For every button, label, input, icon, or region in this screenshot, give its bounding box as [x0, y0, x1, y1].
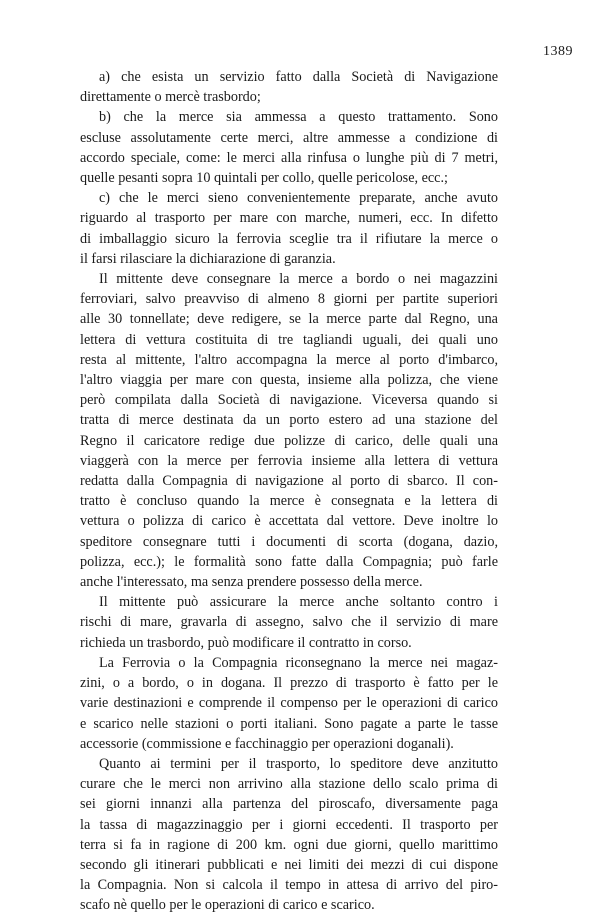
- text-line: rischi di mare, gravarla di assegno, salvo che il servizio di mare: [80, 614, 498, 631]
- text-line: tratto è concluso quando la merce è consegnata e la lettera di: [80, 493, 498, 510]
- body-text: [80, 67, 498, 916]
- text-line: terra si fa in ragione di 200 km. ogni due giorni, quello marittimo: [80, 836, 498, 853]
- paragraph: [80, 592, 498, 653]
- text-line: sei giorni innanzi alla partenza del piroscafo, diversamente paga: [80, 796, 498, 813]
- text-line: di imballaggio sicuro la ferrovia sceglie tra il rifiutare la merce o: [80, 230, 498, 247]
- text-line: viaggerà con la merce per ferrovia insieme alla lettera di vettura: [80, 452, 498, 469]
- paragraph: [80, 188, 498, 269]
- text-line: a) che esista un servizio fatto dalla Società di Navigazione: [99, 69, 498, 85]
- text-line: polizza, ecc.); le formalità sono fatte dalla Compagnia; può farle: [80, 553, 498, 570]
- paragraph: [80, 653, 498, 754]
- text-line: varie destinazioni e comprende il compenso per le operazioni di carico: [80, 695, 498, 712]
- text-line: lettera di vettura costituita di tre tagliandi uguali, dei quali uno: [80, 331, 498, 348]
- text-line: alle 30 tonnellate; deve redigere, se la merce parte dal Regno, una: [80, 311, 498, 328]
- text-line: la tassa di magazzinaggio per i giorni eccedenti. Il trasporto per: [80, 816, 498, 833]
- text-line: Il mittente deve consegnare la merce a bordo o nei magazzini: [99, 271, 498, 288]
- text-line: curare che le merci non arrivino alla stazione dello scalo prima di: [80, 776, 498, 793]
- text-line: però compilata dalla Società di navigazione. Viceversa quando si: [80, 392, 498, 409]
- text-line: b) che la merce sia ammessa a questo trattamento. Sono: [99, 109, 498, 126]
- paragraph: [80, 269, 498, 592]
- paragraph: [80, 754, 498, 916]
- text-line: ferroviari, salvo preavviso di almeno 8 giorni per partite superiori: [80, 291, 498, 308]
- text-line: Regno il caricatore redige due polizze di carico, delle quali una: [80, 432, 498, 449]
- text-line: Il mittente può assicurare la merce anche soltanto contro i: [99, 594, 498, 611]
- text-line: c) che le merci sieno convenientemente preparate, anche avuto: [99, 190, 498, 207]
- text-line: riguardo al trasporto per mare con marche, numeri, ecc. In difetto: [80, 210, 498, 227]
- text-line: la Compagnia. Non si calcola il tempo in attesa di arrivo del piro-: [80, 877, 498, 894]
- text-line: speditore consegnare tutti i documenti di scorta (dogana, dazio,: [80, 533, 498, 550]
- text-line: scafo nè quello per le operazioni di carico e scarico.: [80, 897, 375, 914]
- text-line: direttamente o mercè trasbordo;: [80, 89, 261, 106]
- text-line: redatta dalla Compagnia di navigazione al porto di sbarco. Il con-: [80, 473, 498, 490]
- text-line: accordo speciale, come: le merci alla rinfusa o lunghe più di 7 metri,: [80, 149, 498, 166]
- text-line: secondo gli itinerari pubblicati e nei limiti dei mezzi di cui dispone: [80, 856, 498, 873]
- text-line: escluse assolutamente certe merci, altre ammesse a condizione di: [80, 129, 498, 146]
- text-line: resta al mittente, l'altro accompagna la merce al porto d'imbarco,: [80, 351, 498, 368]
- text-line: quelle pesanti sopra 10 quintali per collo, quelle pericolose, ecc.;: [80, 170, 448, 187]
- text-line: tratta di merce destinata da un porto estero ad una stazione del: [80, 412, 498, 429]
- paragraph: [80, 67, 498, 107]
- text-line: anche l'interessato, ma senza prendere possesso della merce.: [80, 574, 423, 591]
- text-line: Quanto ai termini per il trasporto, lo speditore deve anzitutto: [99, 755, 498, 772]
- text-line: il farsi rilasciare la dichiarazione di garanzia.: [80, 250, 336, 267]
- text-line: richieda un trasbordo, può modificare il contratto in corso.: [80, 634, 412, 651]
- text-line: l'altro viaggia per mare con questa, insieme alla polizza, che viene: [80, 372, 498, 389]
- text-line: La Ferrovia o la Compagnia riconsegnano la merce nei magaz-: [99, 654, 498, 671]
- page-number: 1389: [543, 44, 573, 59]
- paragraph: [80, 107, 498, 188]
- text-line: accessorie (commissione e facchinaggio per operazioni doganali).: [80, 735, 454, 752]
- text-line: zini, o a bordo, o in dogana. Il prezzo di trasporto è fatto per le: [80, 675, 498, 692]
- text-line: e scarico nelle stazioni o porti italiani. Sono pagate a parte le tasse: [80, 715, 498, 732]
- text-line: vettura o polizza di carico è accettata dal vettore. Deve inoltre lo: [80, 513, 498, 530]
